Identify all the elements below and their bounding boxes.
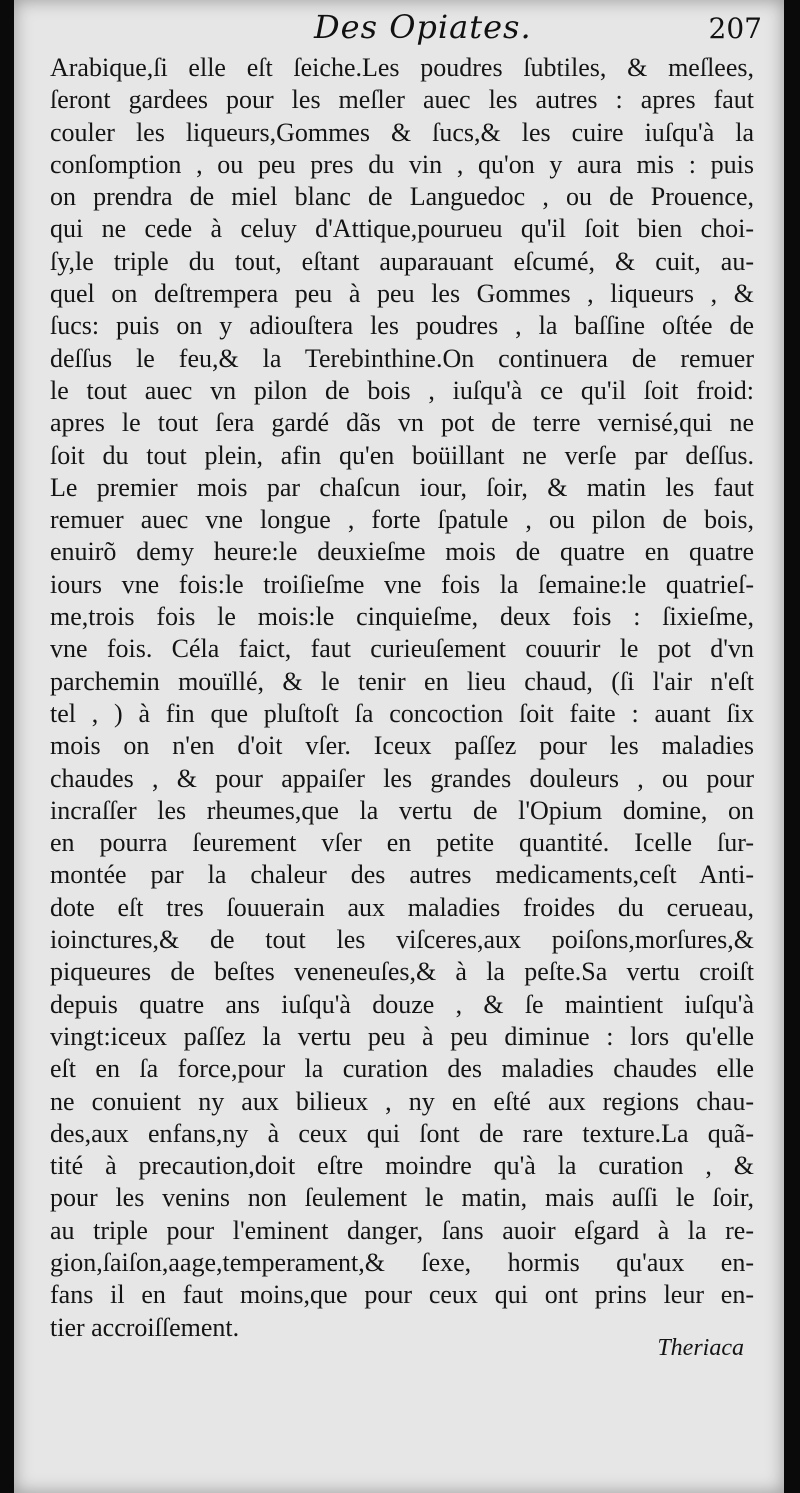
text-line: parchemin mouïllé, & le tenir en lieu chaud, (ſi l'air n'eſt (50, 666, 754, 696)
text-line: ioinctures,& de tout les viſceres,aux poiſons,morſures,& (50, 925, 754, 955)
text-line: deſſus le feu,& la Terebinthine.On continuera de remuer (50, 343, 754, 373)
text-line: ſy,le triple du tout, eſtant auparauant eſcumé, & cuit, au- (50, 246, 754, 276)
text-line: incraſſer les rheumes,que la vertu de l'Opium domine, on (50, 795, 754, 825)
text-line: depuis quatre ans iuſqu'à douze , & ſe maintient iuſqu'à (50, 989, 754, 1019)
running-title: Des Opiates. (314, 8, 532, 46)
text-line: Le premier mois par chaſcun iour, ſoir, & matin les faut (50, 472, 754, 502)
text-line: gion,ſaiſon,aage,temperament,& ſexe, hormis qu'aux en- (50, 1247, 754, 1277)
text-line: vingt:iceux paſſez la vertu peu à peu diminue : lors qu'elle (50, 1021, 754, 1051)
text-line: qui ne cede à celuy d'Attique,pourueu qu'il ſoit bien choi- (50, 214, 754, 244)
text-line: ſoit du tout plein, afin qu'en boüillant ne verſe par deſſus. (50, 440, 754, 470)
catchword: Theriaca (657, 1335, 744, 1361)
text-line: iours vne fois:le troiſieſme vne fois la ſemaine:le quatrieſ- (50, 569, 754, 599)
text-line: piqueures de beſtes veneneuſes,& à la peſte.Sa vertu croiſt (50, 957, 754, 987)
text-line: tité à precaution,doit eſtre moindre qu'à la curation , & (50, 1151, 754, 1181)
page-number: 207 (708, 12, 762, 45)
text-line: tel , ) à fin que pluſtoſt ſa concoction ſoit faite : auant ſix (50, 698, 754, 728)
text-line: couler les liqueurs,Gommes & ſucs,& les cuire iuſqu'à la (50, 117, 754, 147)
text-line: ſucs: puis on y adiouſtera les poudres , la baſſine oſtée de (50, 311, 754, 341)
text-line: mois on n'en d'oit vſer. Iceux paſſez pour les maladies (50, 731, 754, 761)
text-line: dote eſt tres ſouuerain aux maladies froides du cerueau, (50, 892, 754, 922)
text-line: en pourra ſeurement vſer en petite quantité. Icelle ſur- (50, 828, 754, 858)
text-line: ſeront gardees pour les meſler auec les autres : apres faut (50, 85, 754, 115)
text-line: au triple pour l'eminent danger, ſans auoir eſgard à la re- (50, 1215, 754, 1245)
text-line: conſomption , ou peu pres du vin , qu'on y aura mis : puis (50, 149, 754, 179)
text-line: montée par la chaleur des autres medicaments,ceſt Anti- (50, 860, 754, 890)
text-line: me,trois fois le mois:le cinquieſme, deux fois : ſixieſme, (50, 602, 754, 632)
text-line: quel on deſtrempera peu à peu les Gommes , liqueurs , & (50, 279, 754, 309)
text-line: ne conuient ny aux bilieux , ny en eſté aux regions chau- (50, 1086, 754, 1116)
text-line: apres le tout ſera gardé dãs vn pot de terre vernisé,qui ne (50, 408, 754, 438)
text-line: enuirõ demy heure:le deuxieſme mois de quatre en quatre (50, 537, 754, 567)
body-text (50, 52, 754, 1344)
text-line: on prendra de miel blanc de Languedoc , ou de Prouence, (50, 182, 754, 212)
text-line: eſt en ſa force,pour la curation des maladies chaudes elle (50, 1054, 754, 1084)
text-line: vne fois. Céla faict, faut curieuſement couurir le pot d'vn (50, 634, 754, 664)
text-line: tier accroiſſement. (50, 1312, 240, 1342)
text-line: chaudes , & pour appaiſer les grandes douleurs , ou pour (50, 763, 754, 793)
text-line: le tout auec vn pilon de bois , iuſqu'à ce qu'il ſoit froid: (50, 375, 754, 405)
text-line: Arabique,ſi elle eſt ſeiche.Les poudres ſubtiles, & meſlees, (50, 53, 754, 82)
text-line: remuer auec vne longue , forte ſpatule , ou pilon de bois, (50, 505, 754, 535)
page-header (14, 0, 784, 52)
text-line: pour les venins non ſeulement le matin, mais auſſi le ſoir, (50, 1183, 754, 1213)
text-line: des,aux enfans,ny à ceux qui ſont de rare texture.La quã- (50, 1118, 754, 1148)
book-page (14, 0, 784, 1493)
text-line: fans il en faut moins,que pour ceux qui ont prins leur en- (50, 1280, 754, 1310)
